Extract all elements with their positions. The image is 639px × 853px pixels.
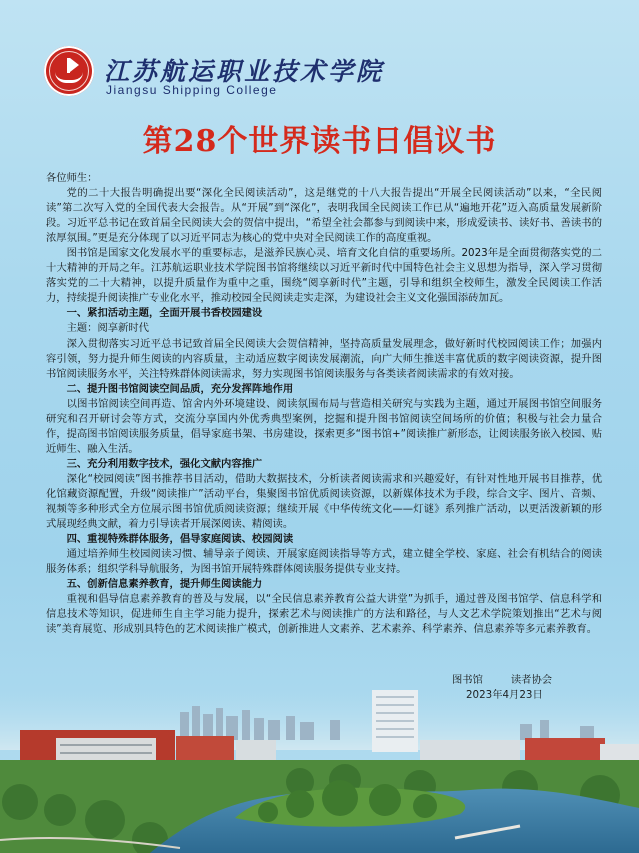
signature-library: 图书馆	[452, 674, 483, 686]
section-heading: 四、重视特殊群体服务，倡导家庭阅读、校园阅读	[66, 533, 294, 546]
section-heading: 三、充分利用数字技术，强化文献内容推广	[66, 457, 263, 470]
school-header	[44, 46, 384, 102]
campus-aerial-photo	[0, 690, 639, 853]
section-heading: 一、紧扣活动主题，全面开展书香校园建设	[66, 307, 263, 320]
school-name: 江苏航运职业技术学院	[104, 57, 385, 86]
section-paragraph: 以图书馆阅读空间再造、馆舍内外环境建设、阅读氛围布局与营造相关研究与实践为主题，通过开展图书馆空间服务研究和召开研讨会等方式，交流分享国内外优秀典型案例，挖掘和提升图书馆阅读空间场所的价值；积极与社会力量合作，提高图书馆阅读服务质量，倡导家庭书架、书房建设，探索更多“图书馆+”阅读推广新形态，让阅读服务嵌入校园、贴近师生、融入生活。	[46, 397, 602, 455]
section-heading: 五、创新信息素养教育，提升师生阅读能力	[66, 578, 263, 591]
section-paragraph: 主题：阅享新时代	[66, 322, 149, 335]
intro-paragraph: 党的二十大报告明确提出要“深化全民阅读活动”，这是继党的十八大报告提出“开展全民阅读活动”以来，“全民阅读”第二次写入党的全国代表大会报告。从“开展”到“深化”，表明我国全民阅读工作已从“遍地开花”迈入高质量发展新阶段。习近平总书记在致首届全民阅读大会的贺信中提出，“希望全社会都参与到阅读中来，形成爱读书、读好书、善读书的浓厚氛围。”更是充分体现了以习近平同志为核心的党中央对全民阅读工作的高度重视。	[46, 187, 602, 245]
section-paragraph: 重视和倡导信息素养教育的普及与发展，以“全民信息素养教育公益大讲堂”为抓手，通过普及图书馆学、信息科学和信息技术等知识，促进师生自主学习能力提升，探索艺术与阅读推广的方法和路径，与人文艺术学院策划推出“艺术与阅读”美育展览、形成别具特色的艺术阅读推广模式，创新推进人文素养、艺术素养、科学素养、信息素养等多元素养教育。	[46, 593, 602, 636]
page-title: 第28个世界读书日倡议书	[142, 124, 497, 159]
section-paragraph: 深化“校园阅读”图书推荐书目活动，借助大数据技术，分析读者阅读需求和兴趣爱好，有针对性地开展书目推荐，优化馆藏资源配置，升级“阅读推广”活动平台，集聚图书馆优质阅读资源，以新媒体技术为手段，综合文字、图片、音频、视频等多种形式全方位展示图书馆优质阅读资源；继续开展《中华传统文化——灯谜》系列推广活动，以更活泼新颖的形式展现经典文献，着力引导读者开展深阅读、精阅读。	[46, 472, 602, 531]
greeting: 各位师生：	[46, 172, 98, 184]
intro-paragraph: 图书馆是国家文化发展水平的重要标志，是滋养民族心灵、培育文化自信的重要场所。2023年是全面贯彻落实党的二十大精神的开局之年。江苏航运职业技术学院图书馆将继续以习近平新时代中国特色社会主义思想为指导，深入学习贯彻落实党的二十大精神，以提升质量作为重中之重，围绕“阅享新时代”主题，引导和组织全校师生，激发全民阅读工作活力，持续提升阅读推广专业化水平，推动校园全民阅读走实走深，为建设社会主义文化强国添砖加瓦。	[46, 247, 602, 305]
signature-reader-association: 读者协会	[510, 674, 553, 686]
college-seal-icon	[44, 46, 94, 96]
section-heading: 二、提升图书馆阅读空间品质，充分发挥阵地作用	[66, 382, 294, 395]
proposal-body	[46, 171, 602, 637]
section-paragraph: 通过培养师生校园阅读习惯、辅导亲子阅读、开展家庭阅读指导等方式，建立健全学校、家庭、社会有机结合的阅读服务体系；组织学科导航服务，为图书馆开展特殊群体阅读服务提供专业支持。	[46, 548, 602, 576]
section-paragraph: 深入贯彻落实习近平总书记致首届全民阅读大会贺信精神，坚持高质量发展理念，做好新时代校园阅读工作；加强内容引领，努力提升师生阅读的内容质量，主动适应数字阅读发展潮流，向广大师生推送丰富优质的数字阅读资源，提升图书馆阅读服务水平，关注特殊群体阅读需求，努力实现图书馆阅读服务与各类读者阅读需求的有效对接。	[46, 337, 602, 380]
school-english-name: Jiangsu Shipping College	[106, 83, 278, 97]
